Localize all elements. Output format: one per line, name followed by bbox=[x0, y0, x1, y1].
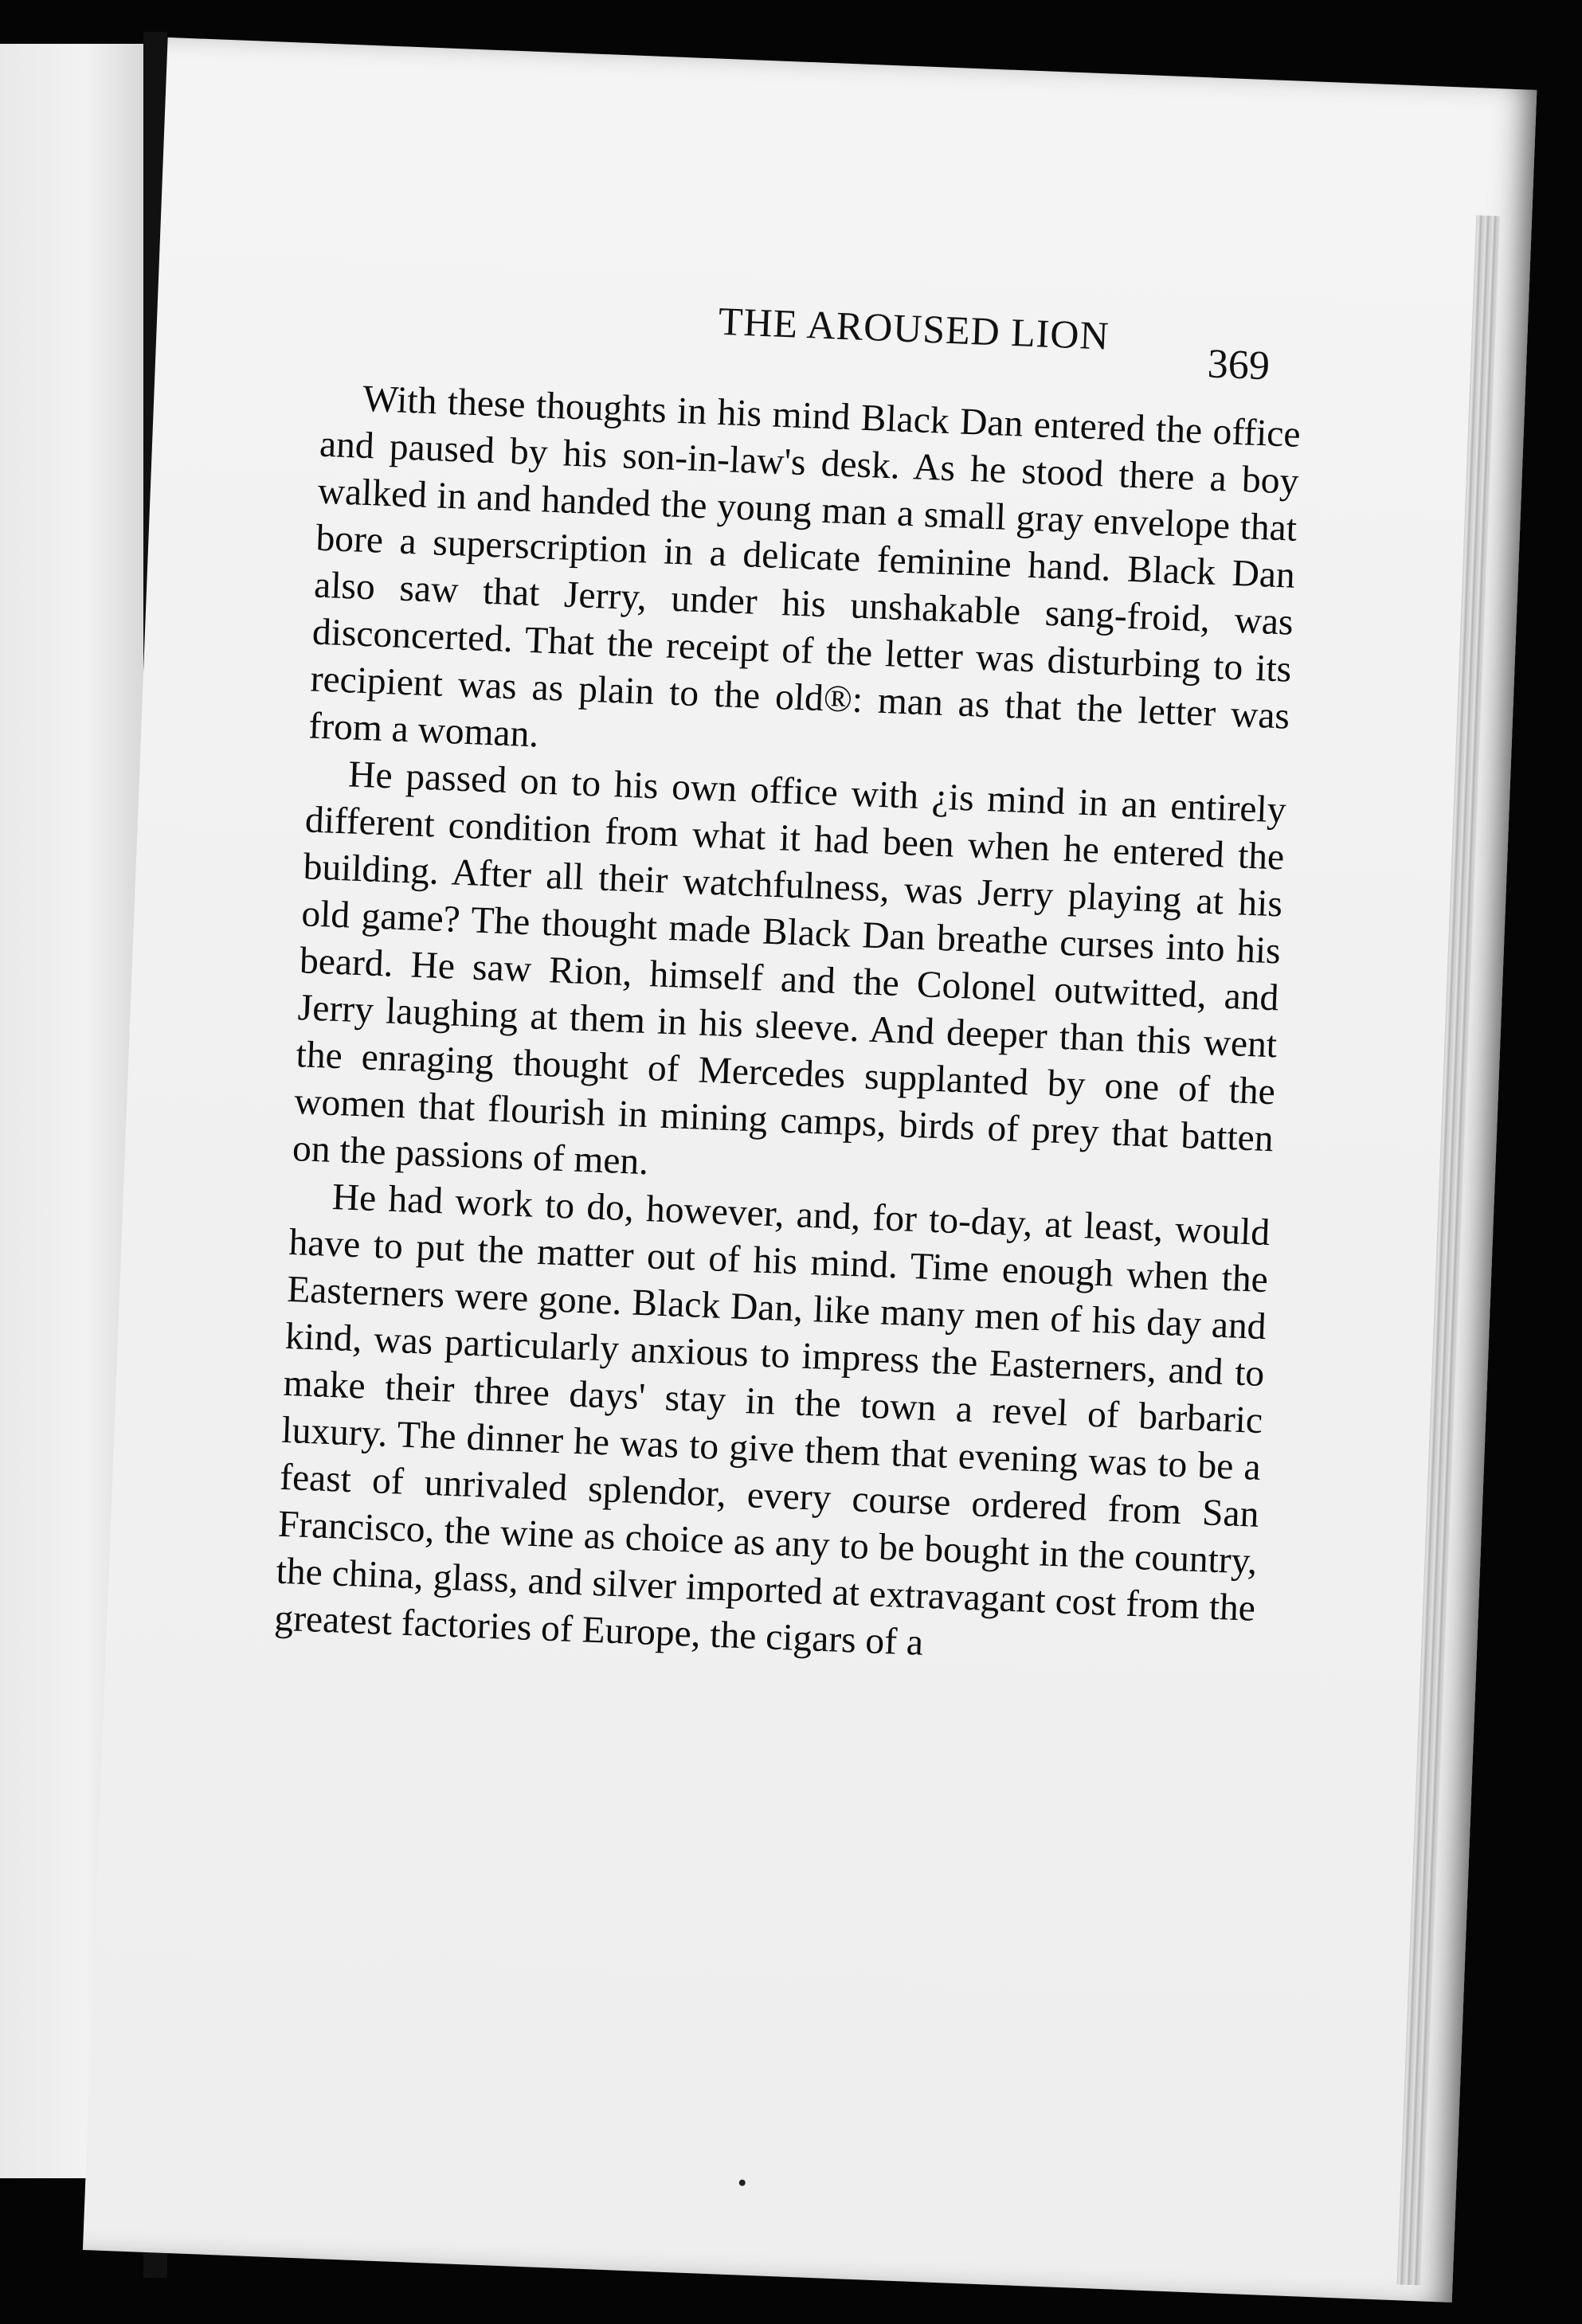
running-header: THE AROUSED LION bbox=[717, 298, 1110, 358]
page-number: 369 bbox=[1206, 341, 1271, 389]
paragraph: He passed on to his own office with ¿is mind in an entirely different condition from what it had been when he entered the building. After all their watchfulness, was Jerry playing at his old game? The thought made Black Dan breathe curses into his beard. He saw Rion, himself and the Colonel outwitted, and Jerry laughing at them in his sleeve. And deeper than this went the enraging thought of Mercedes supplanted by one of the women that flourish in mining camps, birds of prey that batten on the passions of men. bbox=[292, 753, 1287, 1184]
page-edge-stack bbox=[1396, 215, 1500, 2285]
book-page bbox=[83, 37, 1537, 2302]
paragraph: With these thoughts in his mind Black Dan entered the office and paused by his son-in-law's desk. As he stood there a boy walked in and handed the young man a small gray envelope that bore a superscription in a delicate feminine hand. Black Dan also saw that Jerry, under his unshakable sang-froid, was disconcerted. That the receipt of the letter was disturbing to its recipient was as plain to the old®: man as that the letter was from a woman. bbox=[307, 378, 1302, 756]
ink-speck bbox=[739, 2180, 746, 2186]
paragraph: He had work to do, however, and, for to-day, at least, would have to put the matter out of his mind. Time enough when the Easterners were gone. Black Dan, like many men of his day and kind, was particularly anxious to impress the Easterners, and to make their three days' stay in the town a revel of barbaric luxury. The dinner he was to give them that evening was to be a feast of unrivaled splendor, every course ordered from San Francisco, the wine as choice as any to be bought in the country, the china, glass, and silver imported at extravagant cost from the greatest factories of Europe, the cigars of a bbox=[273, 1176, 1271, 1664]
body-text bbox=[273, 374, 1301, 1680]
